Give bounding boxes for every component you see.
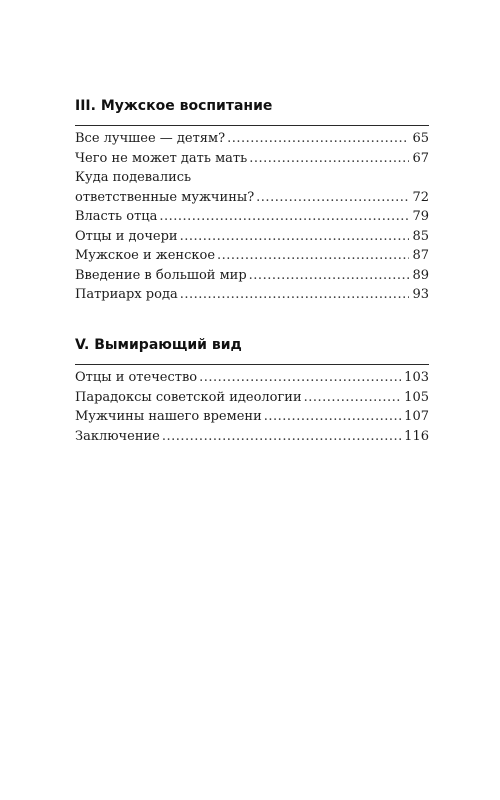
dot-leader bbox=[249, 149, 409, 169]
dot-leader bbox=[199, 368, 401, 388]
toc-entry[interactable] bbox=[75, 388, 429, 408]
toc-entry-page: 103 bbox=[404, 370, 429, 385]
toc-entry-title: Отцы и отечество bbox=[75, 370, 198, 385]
toc-list bbox=[75, 368, 429, 446]
toc-entry-page: 65 bbox=[412, 131, 429, 146]
section-heading: V. Вымирающий вид bbox=[75, 337, 242, 353]
dot-leader bbox=[162, 427, 401, 447]
toc-entry[interactable] bbox=[75, 285, 429, 305]
toc-entry[interactable] bbox=[75, 427, 429, 447]
toc-entry-page: 116 bbox=[404, 428, 429, 444]
toc-list bbox=[75, 129, 429, 305]
section-divider bbox=[75, 125, 429, 126]
toc-entry[interactable] bbox=[75, 407, 429, 427]
toc-entry[interactable] bbox=[75, 266, 429, 286]
dot-leader bbox=[227, 129, 409, 149]
dot-leader bbox=[180, 285, 410, 305]
toc-entry-title: Отцы и дочери bbox=[75, 228, 178, 244]
dot-leader bbox=[217, 246, 409, 266]
dot-leader bbox=[249, 266, 410, 286]
section-divider bbox=[75, 364, 429, 365]
toc-entry-title: Чего не может дать мать bbox=[75, 150, 248, 166]
toc-entry-page: 79 bbox=[412, 209, 429, 224]
toc-entry-title-line2: ответственные мужчины? bbox=[75, 189, 255, 205]
toc-entry-page: 105 bbox=[404, 389, 429, 405]
toc-entry-page: 87 bbox=[412, 248, 429, 263]
toc-entry-title: Власть отца bbox=[75, 209, 158, 224]
toc-entry[interactable] bbox=[75, 207, 429, 227]
section-heading: III. Мужское воспитание bbox=[75, 98, 273, 114]
dot-leader bbox=[264, 407, 401, 427]
toc-entry[interactable] bbox=[75, 149, 429, 169]
toc-entry[interactable] bbox=[75, 368, 429, 388]
toc-entry-title: Заключение bbox=[75, 428, 160, 444]
toc-entry-page: 67 bbox=[412, 150, 429, 166]
dot-leader bbox=[180, 227, 410, 247]
toc-entry-page: 107 bbox=[404, 409, 429, 424]
toc-entry[interactable] bbox=[75, 168, 429, 207]
toc-entry-title: Все лучшее — детям? bbox=[75, 131, 226, 146]
toc-entry-page: 89 bbox=[412, 267, 429, 283]
toc-entry-page: 72 bbox=[412, 189, 429, 205]
toc-section-5 bbox=[75, 336, 429, 446]
toc-entry-page: 85 bbox=[412, 228, 429, 244]
toc-entry[interactable] bbox=[75, 246, 429, 266]
toc-entry-title: Мужское и женское bbox=[75, 248, 216, 263]
toc-entry-title: Патриарх рода bbox=[75, 287, 178, 302]
dot-leader bbox=[304, 388, 402, 408]
toc-entry[interactable] bbox=[75, 129, 429, 149]
dot-leader bbox=[159, 207, 409, 227]
toc-entry-title: Введение в большой мир bbox=[75, 267, 247, 283]
toc-entry[interactable] bbox=[75, 227, 429, 247]
toc-entry-title: Парадоксы советской идеологии bbox=[75, 389, 302, 405]
toc-entry-title-line1: Куда подевались bbox=[75, 170, 192, 185]
dot-leader bbox=[256, 188, 409, 208]
toc-entry-page: 93 bbox=[412, 287, 429, 302]
toc-section-3 bbox=[75, 97, 429, 305]
toc-entry-title: Мужчины нашего времени bbox=[75, 409, 262, 424]
